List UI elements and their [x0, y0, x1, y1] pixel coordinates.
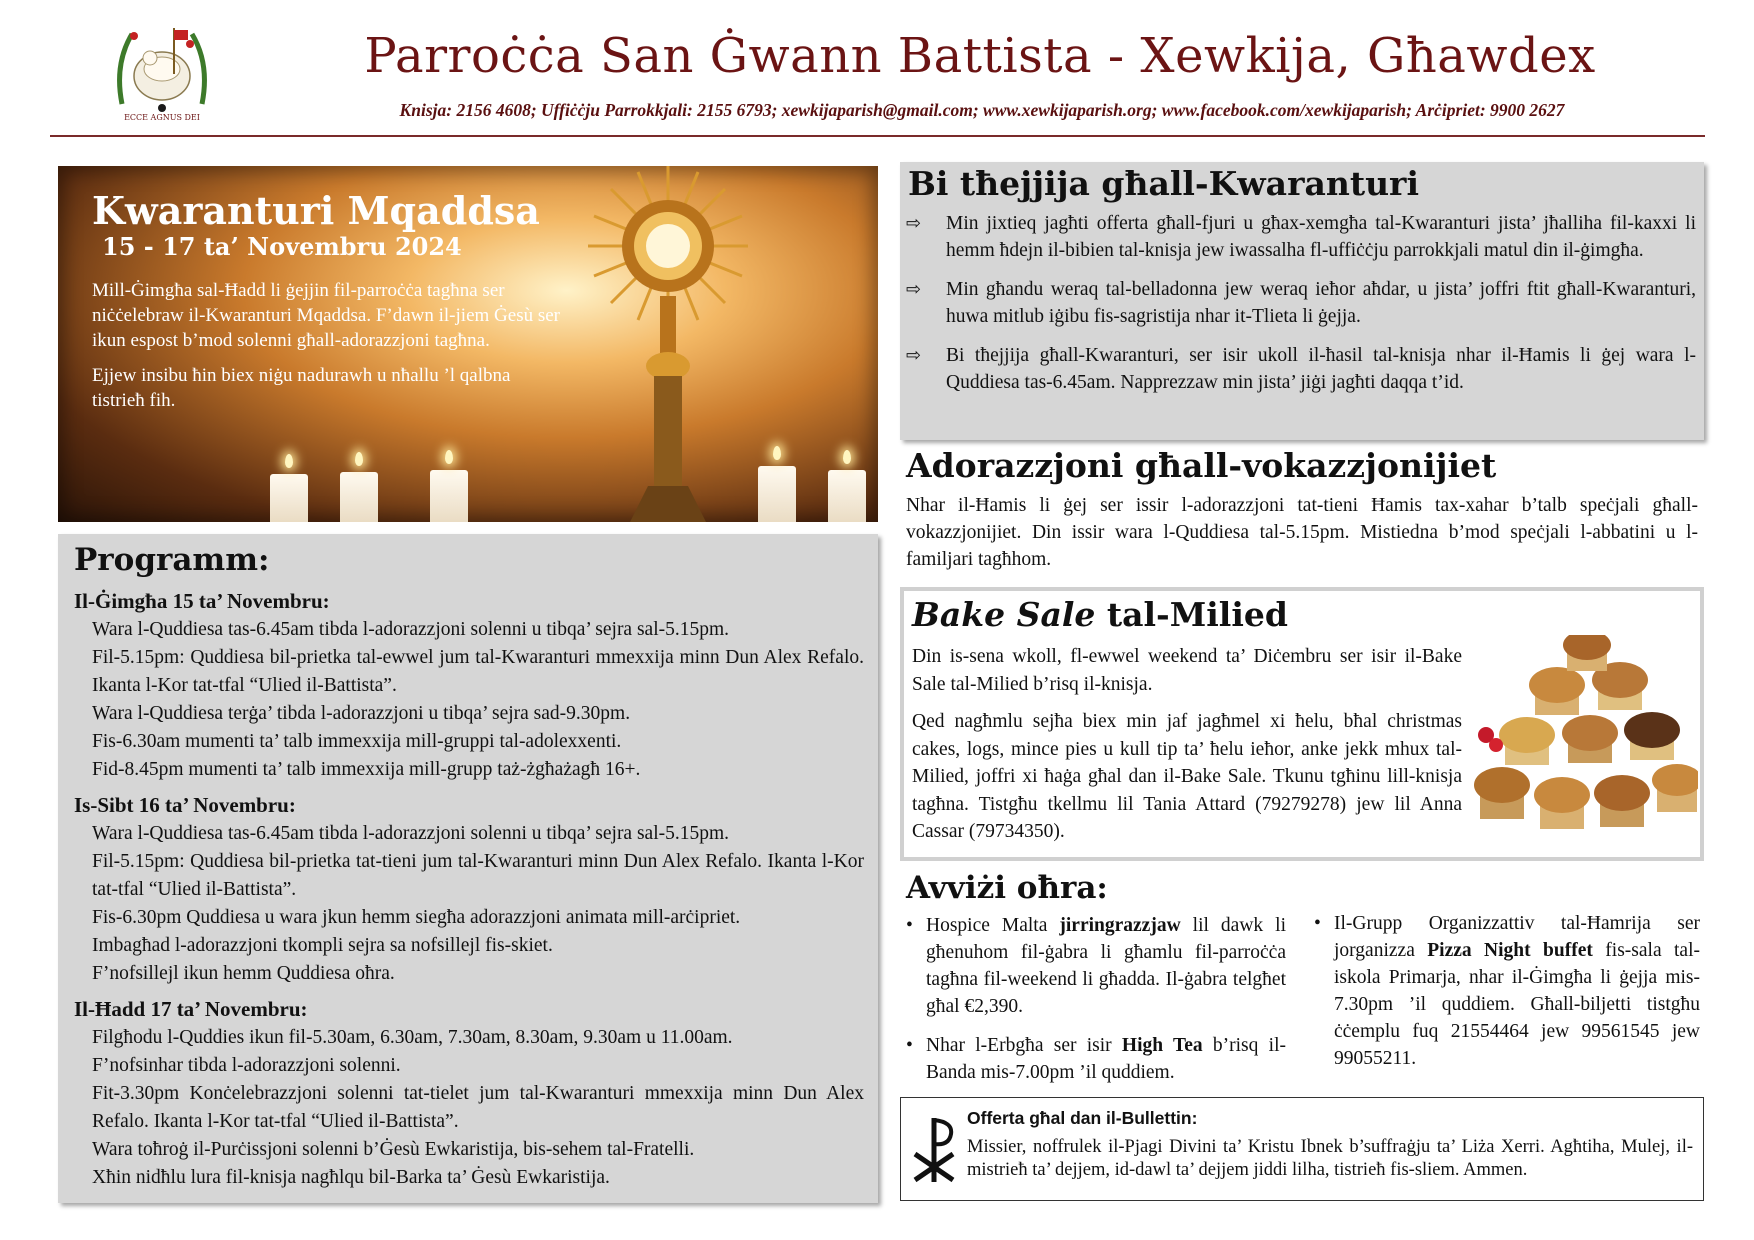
bake-sale-title-rest: tal-Milied	[1095, 595, 1288, 634]
hero-date: 15 - 17 ta’ Novembru 2024	[102, 232, 462, 261]
day-heading-saturday: Is-Sibt 16 ta’ Novembru:	[74, 793, 296, 817]
notice-text-post: fis-sala tal-iskola Primarja, nhar il-Ġimgħa li ġejja mis-7.30pm ’il quddiem. Għall-biljetti tistgħu ċċemplu fuq 21554464 jew 99561545 jew 99055211.	[1334, 940, 1700, 1069]
bullet-icon: •	[906, 1035, 913, 1056]
hero-title: Kwaranturi Mqaddsa	[92, 188, 540, 233]
hero-intro	[92, 278, 562, 423]
list-item	[1314, 910, 1700, 1072]
notice-text-pre: Nhar l-Erbgħa ser isir	[926, 1035, 1122, 1056]
bake-sale-title-italic: Bake Sale	[912, 595, 1096, 634]
notice-text-post: lil dawk li għenuhom fil-ġabra li għamlu fil-parroċċa tagħna fil-weekend li għadda. Il-ġabra telgħet għal €2,390.	[926, 915, 1286, 1017]
preparation-title: Bi tħejjija għall-Kwaranturi	[908, 164, 1419, 203]
bullet-icon: •	[1314, 913, 1321, 934]
muffin	[1594, 775, 1650, 827]
preparation-panel	[900, 162, 1704, 440]
muffin	[1499, 717, 1555, 765]
programme-line: Fis-6.30pm Quddiesa u wara jkun hemm siegħa adorazzjoni animata mill-arċipriet.	[92, 907, 741, 928]
programme-line: Fis-6.30am mumenti ta’ talb immexxija mill-gruppi tal-adolexxenti.	[92, 731, 622, 752]
bake-sale-panel	[900, 587, 1704, 861]
muffin	[1529, 667, 1585, 715]
adoration-title: Adorazzjoni għall-vokazzjonijiet	[906, 446, 1497, 485]
notice-text-bold: Pizza Night buffet	[1427, 940, 1593, 961]
parish-contacts: Knisja: 2156 4608; Uffiċċju Parrokkjali: 2155 6793; xewkijaparish@gmail.com; www.xewkijaparish.org; www.facebook.com/xewkijaparish; Arċipriet: 9900 2627	[399, 100, 1565, 120]
day-heading-sunday: Il-Ħadd 17 ta’ Novembru:	[74, 997, 308, 1021]
muffin	[1652, 764, 1698, 812]
chi-rho-icon	[911, 1114, 957, 1184]
arrow-right-icon: ⇨	[906, 213, 922, 234]
monstrance-illustration	[558, 166, 778, 522]
muffin	[1562, 715, 1618, 763]
bake-sale-paragraph-2: Qed nagħmlu sejħa biex min jaf jagħmel xi ħelu, bħal christmas cakes, logs, mince pies u kull tip ta’ ħelu ieħor, anke jekk mhux tal-Milied, joffri xi ħaġa għal dan il-Bake Sale. Tkunu tgħinu lill-knisja tagħna. Tistgħu tkellmu lil Tania Attard (79279278) jew lil Anna Cassar (79734350).	[912, 711, 1462, 842]
muffin	[1474, 767, 1530, 819]
list-item	[906, 912, 1286, 1020]
candle-2	[340, 472, 378, 522]
bake-sale-paragraph-1: Din is-sena wkoll, fl-ewwel weekend ta’ Diċembru ser isir il-Bake Sale tal-Milied b’risq il-knisja.	[912, 646, 1462, 695]
candle-flame-5	[843, 450, 851, 464]
notices-title: Avviżi oħra:	[906, 870, 1108, 906]
header-divider	[50, 135, 1705, 137]
programme-line: F’nofsillejl ikun hemm Quddiesa oħra.	[92, 963, 395, 984]
raspberry	[1489, 738, 1503, 752]
programme-line: Xħin nidħlu lura fil-knisja nagħlqu bil-Barka ta’ Ġesù Ewkaristija.	[92, 1167, 610, 1188]
list-item	[906, 276, 1696, 330]
programme-line: Fil-5.15pm: Quddiesa bil-prietka tal-ewwel jum tal-Kwaranturi mmexxija minn Dun Alex Refalo. Ikanta l-Kor tat-tfal “Ulied il-Battista”.	[92, 647, 864, 696]
adoration-text: Nhar il-Ħamis li ġej ser issir l-adorazzjoni tat-tieni Ħamis tax-xahar b’talb speċjali għall-vokazzjonijiet. Din issir wara l-Quddiesa tal-5.15pm. Mistiedna b’mod speċjali l-abbatini u l-familjari tagħhom.	[906, 495, 1698, 570]
programme-line: Wara l-Quddiesa tas-6.45am tibda l-adorazzjoni solenni u tibqa’ sejra sal-5.15pm.	[92, 619, 730, 640]
programme-line: Fid-8.45pm mumenti ta’ talb immexxija mill-grupp taż-żgħażagħ 16+.	[92, 759, 641, 780]
programme-line: Wara toħroġ il-Purċissjoni solenni b’Ġesù Ewkaristija, bis-sehem tal-Fratelli.	[92, 1139, 695, 1160]
muffin	[1534, 777, 1590, 829]
notice-text-post: b’risq il-Banda mis-7.00pm ’il quddiem.	[926, 1035, 1286, 1083]
offering-text: Missier, noffrulek il-Pjagi Divini ta’ Kristu Ibnek b’suffraġju ta’ Liża Xerri. Agħtiha, Mulej, il-mistrieħ ta’ dejjem, id-dawl ta’ dejjem jiddi lilha, tistrieħ fis-sliem. Ammen.	[967, 1137, 1693, 1180]
preparation-item-text: Bi tħejjija għall-Kwaranturi, ser isir ukoll il-ħasil tal-knisja nhar il-Ħamis li ġej wara l-Quddiesa tas-6.45am. Napprezzaw min jista’ jiġi jagħti daqqa t’id.	[946, 345, 1696, 393]
candle-3	[430, 470, 468, 522]
offering-title: Offerta għal dan il-Bullettin:	[967, 1108, 1198, 1128]
candle-flame-4	[773, 446, 781, 460]
candle-flame-1	[285, 454, 293, 468]
bake-sale-text	[912, 643, 1462, 856]
programme-line: F’nofsinhar tibda l-adorazzjoni solenni.	[92, 1055, 401, 1076]
candle-flame-2	[355, 452, 363, 466]
bullet-icon: •	[906, 915, 913, 936]
candle-4	[758, 466, 796, 522]
programme-line: Wara l-Quddiesa tas-6.45am tibda l-adorazzjoni solenni u tibqa’ sejra sal-5.15pm.	[92, 823, 730, 844]
notice-text-bold: High Tea	[1121, 1035, 1203, 1056]
notice-text-pre: Il-Grupp Organizzattiv tal-Ħamrija ser jorganizza	[1334, 913, 1700, 961]
day-heading-friday: Il-Ġimgħa 15 ta’ Novembru:	[74, 589, 330, 613]
preparation-list	[906, 210, 1696, 408]
notices-left-column	[906, 912, 1286, 1098]
muffin	[1624, 712, 1680, 760]
parish-crest-logo	[112, 14, 212, 122]
arrow-right-icon: ⇨	[906, 345, 922, 366]
list-item	[906, 1032, 1286, 1086]
notice-text-bold: jirringrazzjaw	[1059, 915, 1181, 936]
hero-paragraph-1: Mill-Ġimgħa sal-Ħadd li ġejjin fil-parroċċa tagħna ser niċċelebraw il-Kwaranturi Mqaddsa. F’dawn il-jiem Ġesù ser ikun espost b’mod solenni għall-adorazzjoni tagħna.	[92, 280, 560, 351]
arrow-right-icon: ⇨	[906, 279, 922, 300]
programme-line: Fil-5.15pm: Quddiesa bil-prietka tat-tieni jum tal-Kwaranturi minn Dun Alex Refalo. Ikanta l-Kor tat-tfal “Ulied il-Battista”.	[92, 851, 864, 900]
notice-text-pre: Hospice Malta	[926, 915, 1060, 936]
programme-title: Programm:	[74, 542, 270, 578]
preparation-item-text: Min għandu weraq tal-belladonna jew weraq ieħor aħdar, u jista’ joffri ftit għall-Kwaranturi, huwa mitlub iġibu fis-sagristija nhar it-Tlieta li ġejja.	[946, 279, 1696, 327]
candle-5	[828, 470, 866, 522]
candle-flame-3	[445, 450, 453, 464]
bulletin-offering-box	[900, 1097, 1704, 1201]
programme-line: Filgħodu l-Quddies ikun fil-5.30am, 6.30am, 7.30am, 8.30am, 9.30am u 11.00am.	[92, 1027, 733, 1048]
preparation-item-text: Min jixtieq jagħti offerta għall-fjuri u għax-xemgħa tal-Kwaranturi jista’ jħalliha fil-kaxxi li hemm ħdejn il-bibien tal-knisja jew iwassalha fl-uffiċċju parrokkjali matul din il-ġimgħa.	[946, 213, 1696, 261]
parish-title: Parroċċa San Ġwann Battista - Xewkija, Għawdex	[364, 28, 1596, 84]
muffin	[1563, 635, 1611, 671]
programme-line: Fit-3.30pm Konċelebrazzjoni solenni tat-tielet jum tal-Kwaranturi mmexxija minn Dun Alex Refalo. Ikanta l-Kor tat-tfal “Ulied il-Battista”.	[92, 1083, 864, 1132]
programme-days	[74, 580, 864, 1192]
programme-line: Imbagħad l-adorazzjoni tkompli sejra sa nofsillejl fis-skiet.	[92, 935, 553, 956]
programme-line: Wara l-Quddiesa terġa’ tibda l-adorazzjoni u tibqa’ sejra sad-9.30pm.	[92, 703, 631, 724]
candle-1	[270, 474, 308, 522]
kwaranturi-hero-banner	[58, 166, 878, 522]
muffins-image	[1472, 635, 1698, 855]
bake-sale-title	[912, 595, 1288, 634]
programme-panel	[58, 534, 878, 1203]
hero-paragraph-2: Ejjew insibu ħin biex niġu nadurawh u nħallu ’l qalbna tistrieħ fih.	[92, 365, 511, 411]
notices-right-column	[1314, 910, 1700, 1084]
logo-motto: ECCE AGNUS DEI	[124, 113, 200, 122]
list-item	[906, 210, 1696, 264]
list-item	[906, 342, 1696, 396]
